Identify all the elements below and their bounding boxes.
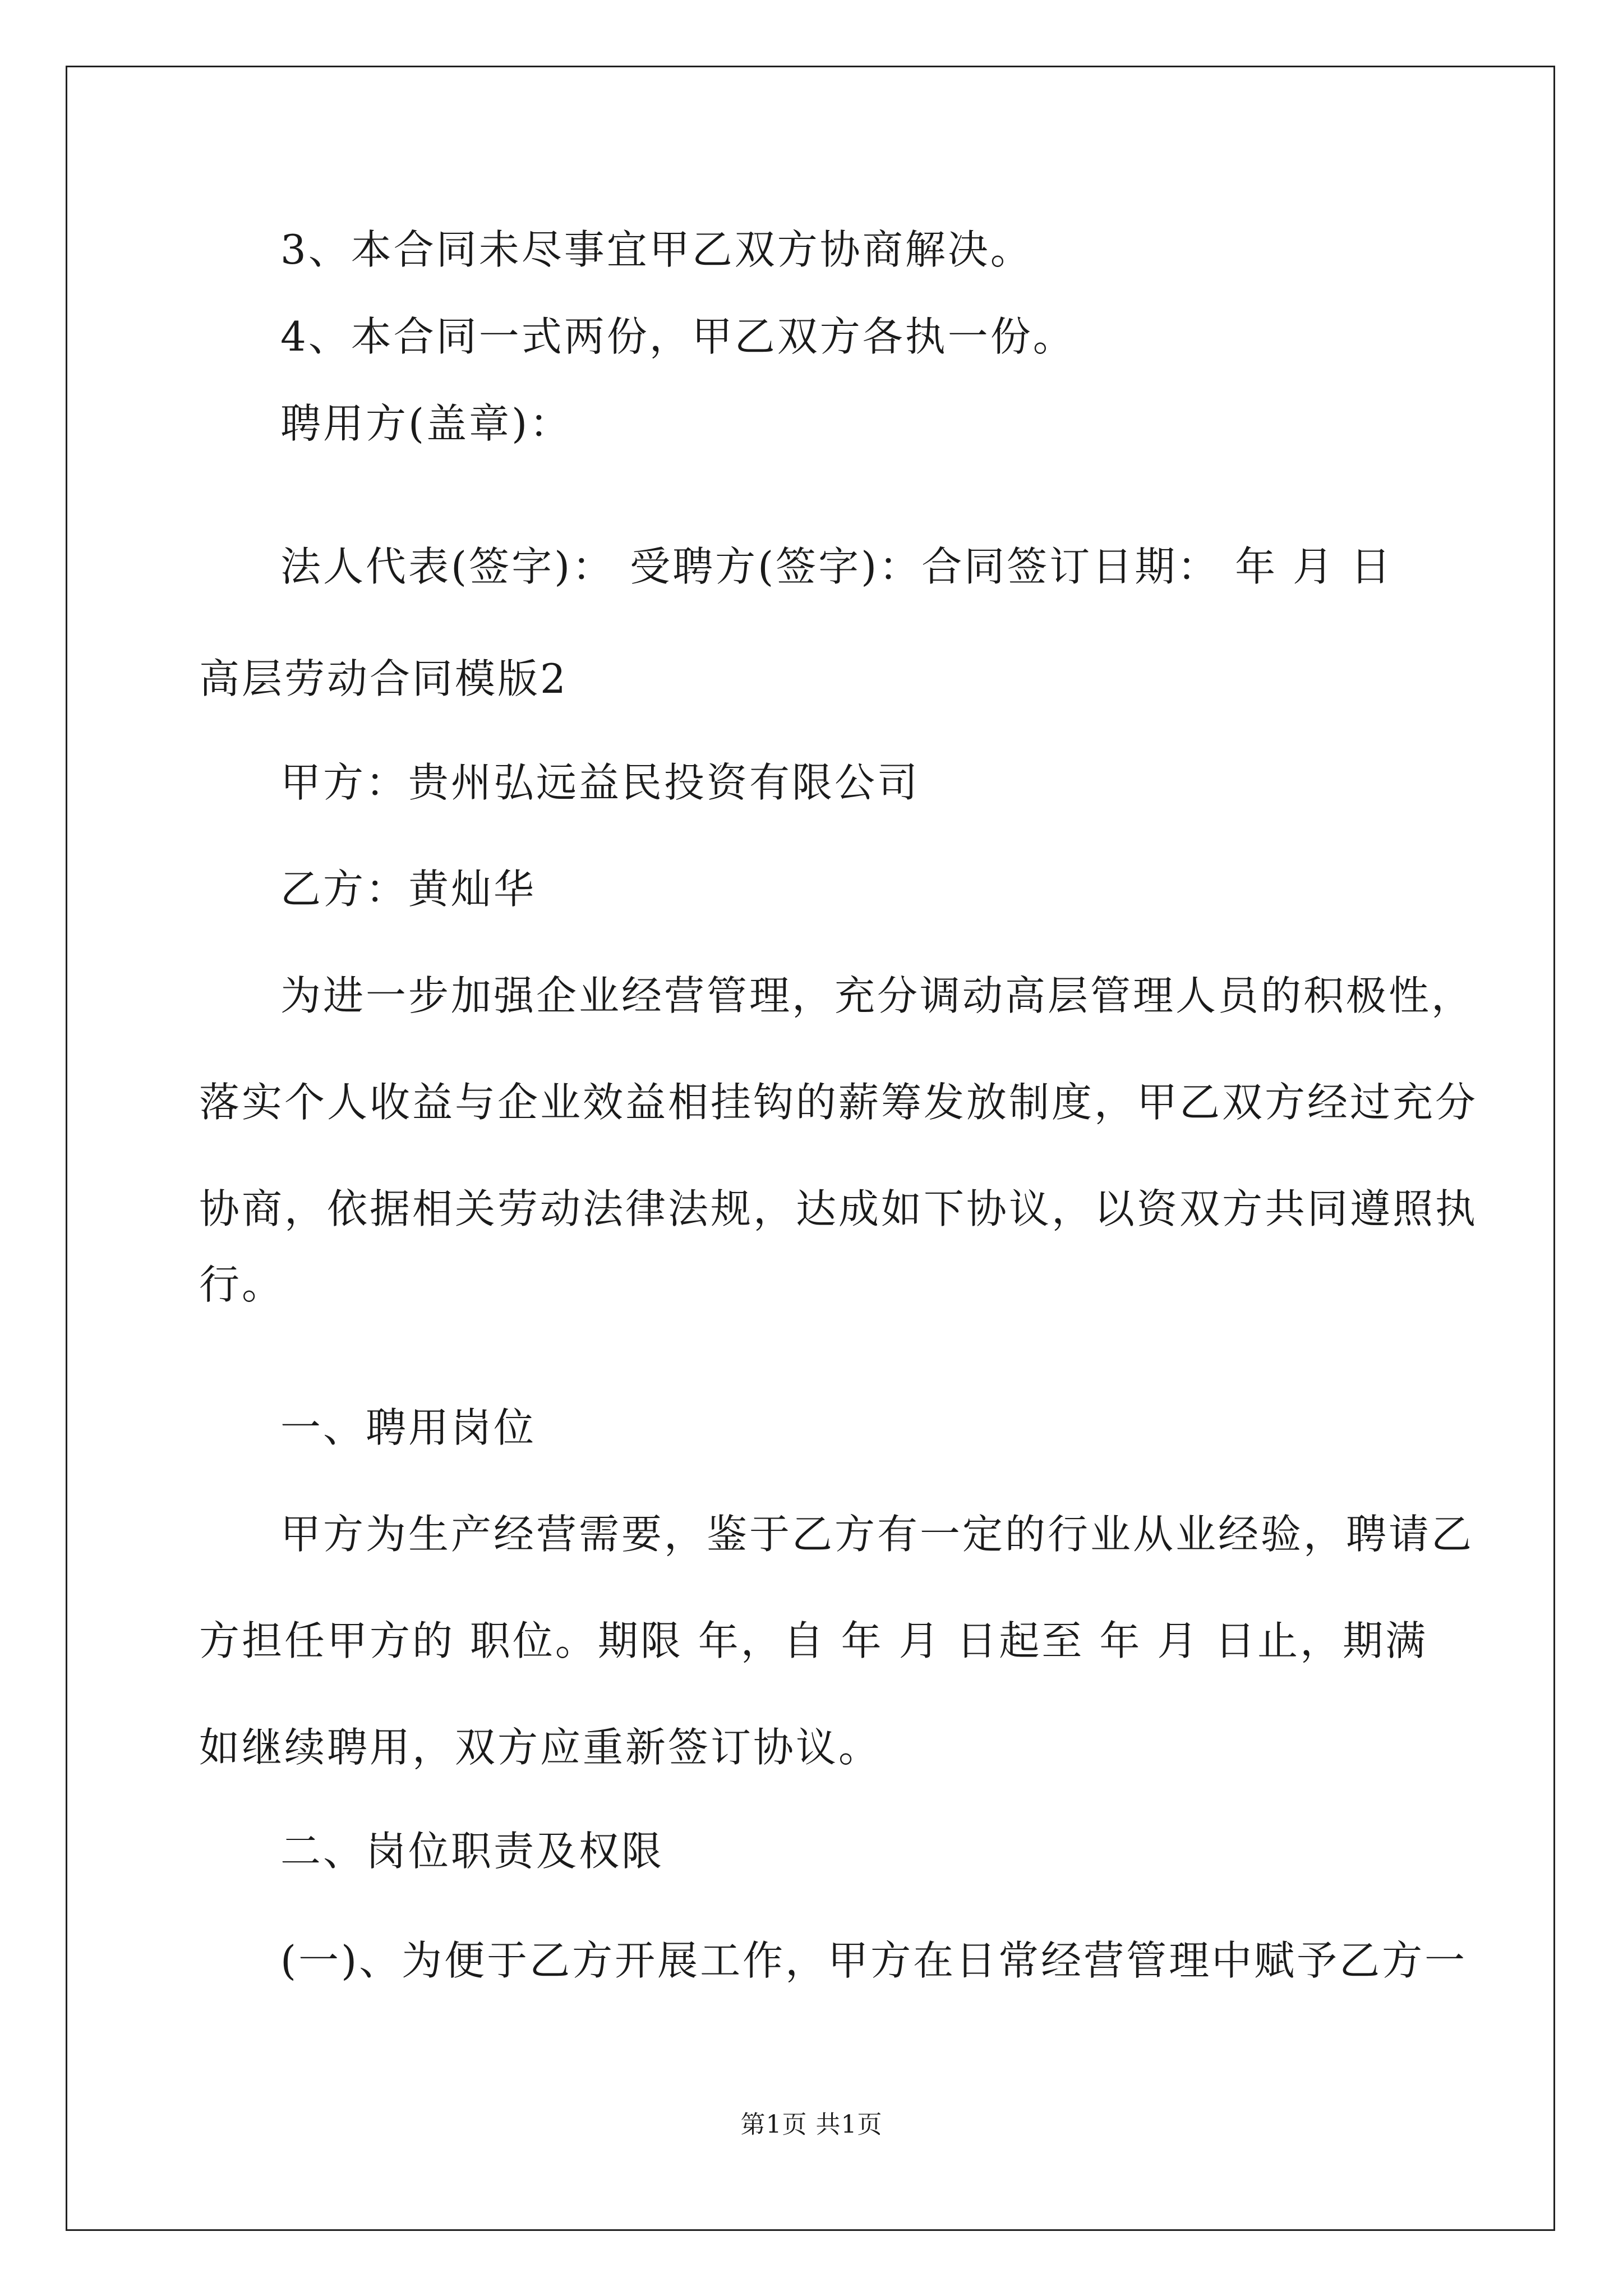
section-1-line-3: 如继续聘用，双方应重新签订协议。 [199, 1724, 882, 1771]
clause-3: 3、本合同未尽事宜甲乙双方协商解决。 [280, 226, 1033, 273]
signature-line: 法人代表(签字)： 受聘方(签字)：合同签订日期： 年 月 日 [280, 543, 1393, 590]
intro-line-3: 协商，依据相关劳动法律法规，达成如下协议，以资双方共同遵照执 [199, 1185, 1478, 1232]
page-footer: 第1页 共1页 [740, 2110, 883, 2139]
section-2-heading: 二、岗位职责及权限 [280, 1828, 665, 1875]
section-1-heading: 一、聘用岗位 [280, 1404, 537, 1451]
intro-line-2: 落实个人收益与企业效益相挂钩的薪筹发放制度，甲乙双方经过充分 [199, 1079, 1478, 1126]
page-border [66, 66, 1555, 2231]
intro-line-1: 为进一步加强企业经营管理，充分调动高层管理人员的积极性， [280, 972, 1474, 1019]
section-1-line-2: 方担任甲方的 职位。期限 年，自 年 月 日起至 年 月 日止，期满 [199, 1617, 1428, 1664]
document-title: 高层劳动合同模版2 [199, 655, 568, 702]
employer-seal-line: 聘用方(盖章)： [280, 400, 573, 447]
section-2-line-1: (一)、为便于乙方开展工作，甲方在日常经营管理中赋予乙方一 [280, 1937, 1468, 1984]
clause-4: 4、本合同一式两份，甲乙双方各执一份。 [280, 313, 1076, 360]
section-1-line-1: 甲方为生产经营需要，鉴于乙方有一定的行业从业经验，聘请乙 [280, 1511, 1474, 1558]
party-a: 甲方：贵州弘远益民投资有限公司 [280, 759, 920, 806]
party-b: 乙方：黄灿华 [280, 866, 537, 913]
intro-line-4: 行。 [199, 1261, 285, 1308]
